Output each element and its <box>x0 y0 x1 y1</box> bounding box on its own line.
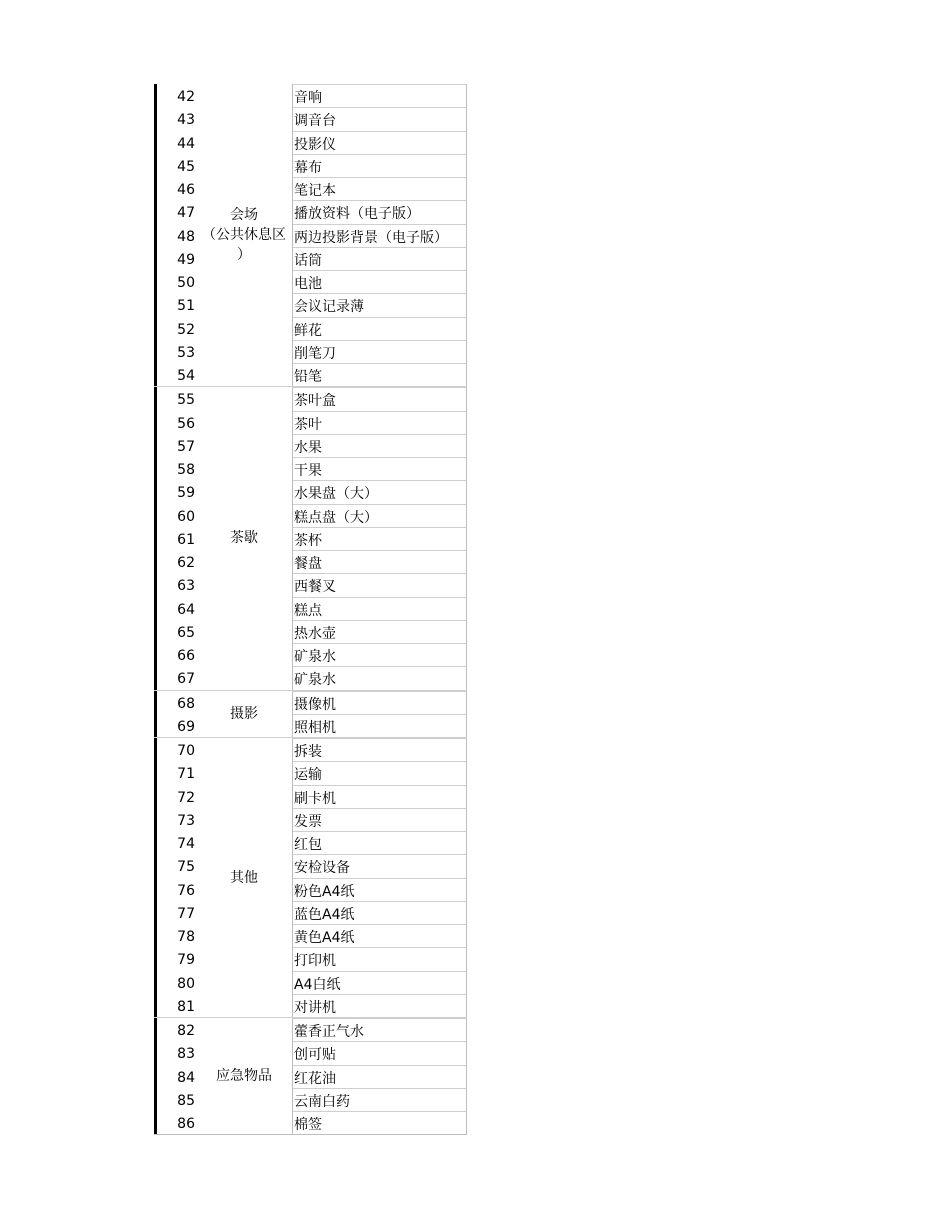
row-number-cell[interactable]: 59 <box>177 485 195 502</box>
row-number-cell[interactable]: 50 <box>177 275 195 291</box>
item-cell[interactable]: 矿泉水 <box>293 643 466 666</box>
item-cell[interactable]: 会议记录薄 <box>293 293 466 316</box>
category-group <box>154 691 467 739</box>
item-cell[interactable]: 拆装 <box>293 738 466 761</box>
item-cell[interactable]: 投影仪 <box>293 131 466 154</box>
item-cell[interactable]: 对讲机 <box>293 994 466 1017</box>
row-number-cell[interactable]: 43 <box>177 112 195 129</box>
row-number-cell[interactable]: 47 <box>177 205 195 222</box>
item-cell[interactable]: 笔记本 <box>293 177 466 200</box>
spreadsheet-table <box>154 84 467 1135</box>
row-number-cell[interactable]: 46 <box>177 182 195 198</box>
item-cell[interactable]: 棉签 <box>293 1111 466 1134</box>
category-cell[interactable]: 应急物品 <box>216 1068 272 1085</box>
row-number-cell[interactable]: 83 <box>177 1046 195 1063</box>
item-cell[interactable]: 糕点 <box>293 597 466 620</box>
row-number-cell[interactable]: 84 <box>177 1069 195 1086</box>
row-number-cell[interactable]: 73 <box>177 812 195 829</box>
row-number-cell[interactable]: 62 <box>177 555 195 571</box>
item-cell[interactable]: 红花油 <box>293 1065 466 1088</box>
item-cell[interactable]: 茶杯 <box>293 527 466 550</box>
row-number-cell[interactable]: 79 <box>177 952 195 969</box>
row-number-cell[interactable]: 74 <box>177 836 195 852</box>
item-cell[interactable]: 调音台 <box>293 107 466 130</box>
row-number-cell[interactable]: 68 <box>177 695 195 712</box>
row-number-cell[interactable]: 76 <box>177 882 195 899</box>
category-cell[interactable]: 会场 （公共休息区 ） <box>202 207 286 264</box>
item-cell[interactable]: 两边投影背景（电子版） <box>293 224 466 247</box>
row-number-column <box>154 738 196 1017</box>
row-number-cell[interactable]: 64 <box>177 601 195 618</box>
row-number-column <box>154 691 196 738</box>
row-number-cell[interactable]: 71 <box>177 766 195 783</box>
row-number-cell[interactable]: 86 <box>177 1116 195 1132</box>
item-cell[interactable]: 打印机 <box>293 947 466 970</box>
row-number-cell[interactable]: 63 <box>177 578 195 595</box>
item-cell[interactable]: 播放资料（电子版） <box>293 200 466 223</box>
item-cell[interactable]: 电池 <box>293 270 466 293</box>
row-number-cell[interactable]: 51 <box>177 298 195 315</box>
item-cell[interactable]: 茶叶 <box>293 411 466 434</box>
item-cell[interactable]: 西餐叉 <box>293 573 466 596</box>
row-number-cell[interactable]: 53 <box>177 344 195 361</box>
row-number-cell[interactable]: 67 <box>177 671 195 688</box>
row-number-cell[interactable]: 54 <box>177 368 195 384</box>
item-cell[interactable]: 藿香正气水 <box>293 1018 466 1041</box>
category-group <box>154 84 467 387</box>
row-number-cell[interactable]: 57 <box>177 438 195 455</box>
item-column <box>292 84 467 386</box>
item-cell[interactable]: 创可贴 <box>293 1041 466 1064</box>
category-group <box>154 1018 467 1135</box>
row-number-cell[interactable]: 48 <box>177 228 195 245</box>
row-number-cell[interactable]: 52 <box>177 321 195 338</box>
row-number-cell[interactable]: 72 <box>177 789 195 806</box>
row-number-cell[interactable]: 49 <box>177 251 195 268</box>
category-group <box>154 738 467 1018</box>
item-cell[interactable]: 刷卡机 <box>293 785 466 808</box>
item-cell[interactable]: 削笔刀 <box>293 340 466 363</box>
row-number-cell[interactable]: 66 <box>177 648 195 664</box>
item-cell[interactable]: 红包 <box>293 831 466 854</box>
row-number-cell[interactable]: 85 <box>177 1092 195 1109</box>
item-cell[interactable]: 餐盘 <box>293 550 466 573</box>
category-group <box>154 387 467 690</box>
item-cell[interactable]: 糕点盘（大） <box>293 504 466 527</box>
row-number-cell[interactable]: 70 <box>177 743 195 759</box>
item-column <box>292 691 467 738</box>
item-cell[interactable]: A4白纸 <box>293 971 466 994</box>
item-cell[interactable]: 矿泉水 <box>293 666 466 689</box>
row-number-cell[interactable]: 44 <box>177 135 195 152</box>
row-number-cell[interactable]: 75 <box>177 859 195 876</box>
item-cell[interactable]: 黄色A4纸 <box>293 924 466 947</box>
row-number-cell[interactable]: 55 <box>177 392 195 409</box>
category-cell[interactable]: 茶歇 <box>230 530 258 547</box>
item-cell[interactable]: 话筒 <box>293 247 466 270</box>
row-number-cell[interactable]: 42 <box>177 89 195 105</box>
item-column <box>292 738 467 1017</box>
row-number-cell[interactable]: 60 <box>177 508 195 525</box>
item-cell[interactable]: 鲜花 <box>293 317 466 340</box>
item-cell[interactable]: 水果盘（大） <box>293 480 466 503</box>
item-cell[interactable]: 干果 <box>293 457 466 480</box>
row-number-column <box>154 1018 196 1134</box>
item-cell[interactable]: 安检设备 <box>293 854 466 877</box>
row-number-cell[interactable]: 65 <box>177 624 195 641</box>
item-cell[interactable]: 运输 <box>293 761 466 784</box>
row-number-cell[interactable]: 45 <box>177 158 195 175</box>
row-number-cell[interactable]: 77 <box>177 905 195 922</box>
row-number-cell[interactable]: 61 <box>177 531 195 548</box>
item-column <box>292 387 467 689</box>
item-cell[interactable]: 蓝色A4纸 <box>293 901 466 924</box>
item-cell[interactable]: 茶叶盒 <box>293 387 466 410</box>
item-cell[interactable]: 音响 <box>293 84 466 107</box>
row-number-cell[interactable]: 69 <box>177 718 195 735</box>
row-number-cell[interactable]: 58 <box>177 462 195 478</box>
item-column <box>292 1018 467 1134</box>
row-number-cell[interactable]: 81 <box>177 998 195 1015</box>
category-cell[interactable]: 摄影 <box>230 705 258 722</box>
item-cell[interactable]: 幕布 <box>293 154 466 177</box>
item-cell[interactable]: 照相机 <box>293 714 466 737</box>
item-cell[interactable]: 水果 <box>293 434 466 457</box>
row-number-column <box>154 387 196 689</box>
row-number-cell[interactable]: 56 <box>177 415 195 432</box>
category-cell[interactable]: 其他 <box>230 869 258 886</box>
item-cell[interactable]: 铅笔 <box>293 363 466 386</box>
row-number-cell[interactable]: 80 <box>177 975 195 992</box>
item-cell[interactable]: 摄像机 <box>293 691 466 714</box>
item-cell[interactable]: 热水壶 <box>293 620 466 643</box>
item-cell[interactable]: 粉色A4纸 <box>293 878 466 901</box>
item-cell[interactable]: 云南白药 <box>293 1088 466 1111</box>
row-number-cell[interactable]: 78 <box>177 929 195 945</box>
item-cell[interactable]: 发票 <box>293 808 466 831</box>
row-number-cell[interactable]: 82 <box>177 1023 195 1039</box>
row-number-column <box>154 84 196 386</box>
